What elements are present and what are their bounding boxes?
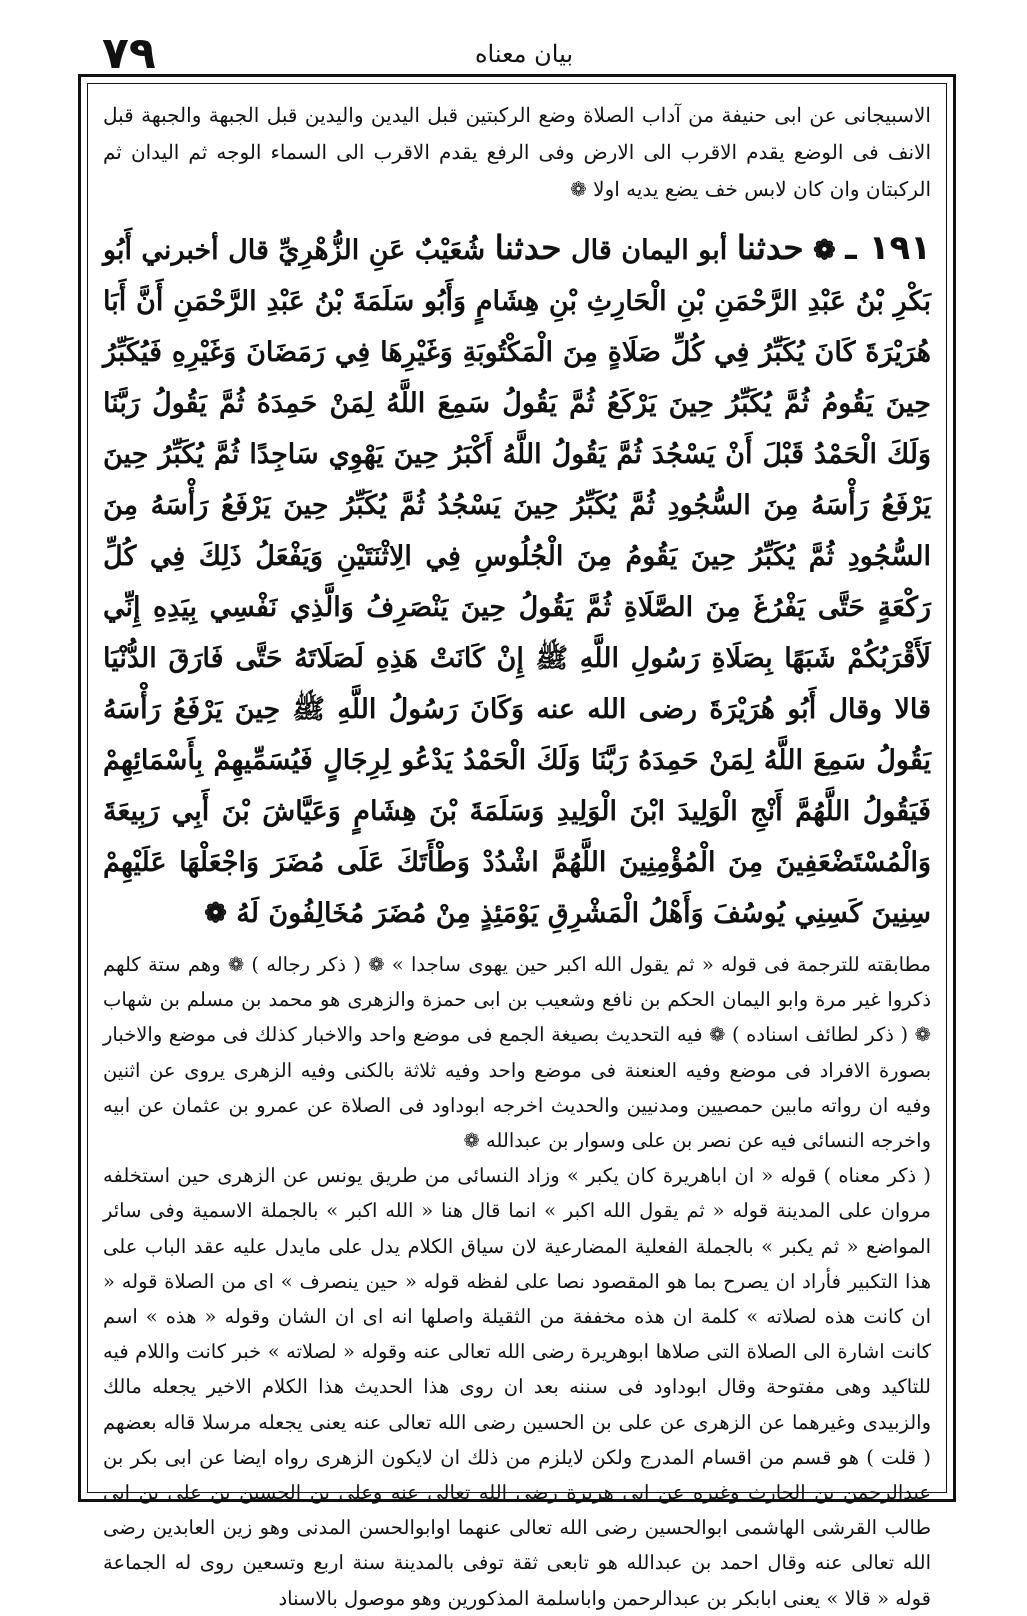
commentary-paragraph: مطابقته للترجمة فى قوله « ثم يقول الله اكبر حين يهوى ساجدا » ❁ ( ذكر رجاله ) ❁ وهم ستة كلهم ذكروا غير مرة وابو اليمان الحكم بن نافع وشعيب بن ابى حمزة والزهرى هو محمد بن مسلم بن شهاب ❁ ( ذكر لطائف اسناده ) ❁ فيه التحديث بصيغة الجمع فى موضع واحد والاخبار كذلك فى موضع والاخبار بصورة الافراد فى موضع وفيه العنعنة فى موضع واحد وفيه ثلاثة بالكنى وفيه الزهرى يروى عن اثنين وفيه ان رواته مابين حمصيين ومدنيين والحديث اخرجه ابوداود فى الصلاة عن عمرو بن عثمان عن ابيه واخرجه النسائى فيه عن نصر بن على وسوار بن عبدالله ❁ [103, 953, 931, 1153]
page-frame [78, 74, 956, 1610]
running-title: بيان معناه [474, 40, 574, 68]
haddathana-word: حدثنا [736, 228, 804, 267]
page-content [103, 97, 931, 1610]
commentary-paragraph: ( ذكر معناه ) قوله « ان اباهريرة كان يكبر » وزاد النسائى من طريق يونس عن الزهرى حين استخلفه مروان على المدينة قوله « ثم يقول الله اكبر » انما قال هنا « الله اكبر » بالجملة الاسمية وفى سائر المواضع « ثم يكبر » بالجملة الفعلية المضارعية لان سياق الكلام يدل على مايدل عليه عقد الباب على هذا التكبير فأراد ان يصرح بما هو المقصود نصا على لفظه قوله « حين ينصرف » اى من الصلاة قوله « ان كانت هذه لصلاته » كلمة ان هذه مخففة من الثقيلة واصلها انه اى ان الشان وقوله « هذه » اسم كانت اشارة الى الصلاة التى صلاها ابوهريرة رضى الله تعالى عنه وقوله « لصلاته » خبر كانت واللام فيه للتاكيد وهى مفتوحة وقال ابوداود فى سننه بعد ان روى هذا الحديث هذا الكلام الاخير يجعله مالك والزبيدى وغيرهما عن الزهرى عن على بن الحسين رضى الله تعالى عنه يعنى يجعله مرسلا قاله بعضهم ( قلت ) هو قسم من اقسام المدرج ولكن لايلزم من ذلك ان لايكون الزهرى رواه ايضا عن ابى بكر بن عبدالرحمن بن الحارث وغيره عن ابى هريرة رضى الله تعالى عنه وعلى بن الحسين بن على بن ابى طالب القرشى الهاشمى ابوالحسين رضى الله تعالى عنهما اوابوالحسن المدنى وهو زين العابدين رضى الله تعالى عنه وقال احمد بن عبدالله هو تابعى ثقة توفى بالمدينة سنة اربع وتسعين روى له الجماعة قوله « قالا » يعنى ابابكر بن عبدالرحمن واباسلمة المذكورين وهو موصول بالاسناد [103, 1164, 931, 1610]
hadith-text: شُعَيْبٌ عَنِ الزُّهْرِيِّ قال أخبرني أَبُو بَكْرِ بْنُ عَبْدِ الرَّحْمَنِ بْنِ الْحَارِثِ بْنِ هِشَامٍ وَأَبُو سَلَمَةَ بْنُ عَبْدِ الرَّحْمَنِ أَنَّ أَبَا هُرَيْرَةَ كَانَ يُكَبِّرُ فِي كُلِّ صَلَاةٍ مِنَ الْمَكْتُوبَةِ وَغَيْرِهَا فِي رَمَضَانَ وَغَيْرِهِ فَيُكَبِّرُ حِينَ يَقُومُ ثُمَّ يُكَبِّرُ حِينَ يَرْكَعُ ثُمَّ يَقُولُ سَمِعَ اللَّهُ لِمَنْ حَمِدَهُ ثُمَّ يَقُولُ رَبَّنَا وَلَكَ الْحَمْدُ قَبْلَ أَنْ يَسْجُدَ ثُمَّ يَقُولُ اللَّهُ أَكْبَرُ حِينَ يَهْوِي سَاجِدًا ثُمَّ يُكَبِّرُ حِينَ يَرْفَعُ رَأْسَهُ مِنَ السُّجُودِ ثُمَّ يُكَبِّرُ حِينَ يَسْجُدُ ثُمَّ يُكَبِّرُ حِينَ يَرْفَعُ رَأْسَهُ مِنَ السُّجُودِ ثُمَّ يُكَبِّرُ حِينَ يَقُومُ مِنَ الْجُلُوسِ فِي الِاثْنَتَيْنِ وَيَفْعَلُ ذَلِكَ فِي كُلِّ رَكْعَةٍ حَتَّى يَفْرُغَ مِنَ الصَّلَاةِ ثُمَّ يَقُولُ حِينَ يَنْصَرِفُ وَالَّذِي نَفْسِي بِيَدِهِ إِنِّي لَأَقْرَبُكُمْ شَبَهًا بِصَلَاةِ رَسُولِ اللَّهِ ﷺ إِنْ كَانَتْ هَذِهِ لَصَلَاتَهُ حَتَّى فَارَقَ الدُّنْيَا قالا وقال أَبُو هُرَيْرَةَ رضى الله عنه وَكَانَ رَسُولُ اللَّهِ ﷺ حِينَ يَرْفَعُ رَأْسَهُ يَقُولُ سَمِعَ اللَّهُ لِمَنْ حَمِدَهُ رَبَّنَا وَلَكَ الْحَمْدُ يَدْعُو لِرِجَالٍ فَيُسَمِّيهِمْ بِأَسْمَائِهِمْ فَيَقُولُ اللَّهُمَّ أَنْجِ الْوَلِيدَ ابْنَ الْوَلِيدِ وَسَلَمَةَ بْنَ هِشَامٍ وَعَيَّاشَ بْنَ أَبِي رَبِيعَةَ وَالْمُسْتَضْعَفِينَ مِنَ الْمُؤْمِنِينَ اللَّهُمَّ اشْدُدْ وَطْأَتَكَ عَلَى مُضَرَ وَاجْعَلْهَا عَلَيْهِمْ سِنِينَ كَسِنِي يُوسُفَ وَأَهْلُ الْمَشْرِقِ يَوْمَئِذٍ مِنْ مُضَرَ مُخَالِفُونَ لَهُ ❁ [103, 235, 931, 929]
haddathana-word: حدثنا [494, 228, 562, 267]
intro-paragraph: الاسبيجانى عن ابى حنيفة من آداب الصلاة وضع الركبتين قبل اليدين واليدين قبل الجبهة والجبهة قبل الانف فى الوضع يقدم الاقرب الى الارض وفى الرفع يقدم الاقرب الى السماء الوجه ثم اليدان ثم الركبتان وان كان لابس خف يضع يديه اولا ❁ [103, 103, 931, 201]
hadith-chain-start: أبو اليمان قال [571, 235, 728, 266]
page-number: ٧٩ [102, 28, 156, 79]
hadith-number: ١٩١ ـ [845, 228, 931, 268]
commentary [103, 947, 931, 1616]
hadith-paragraph: ١٩١ ـ ❁ حدثنا أبو اليمان قال حدثنا شُعَيْبٌ عَنِ الزُّهْرِيِّ قال أخبرني أَبُو بَكْرِ بْنُ عَبْدِ الرَّحْمَنِ بْنِ الْحَارِثِ بْنِ هِشَامٍ وَأَبُو سَلَمَةَ بْنُ عَبْدِ الرَّحْمَنِ أَنَّ أَبَا هُرَيْرَةَ كَانَ يُكَبِّرُ فِي كُلِّ صَلَاةٍ مِنَ الْمَكْتُوبَةِ وَغَيْرِهَا فِي رَمَضَانَ وَغَيْرِهِ فَيُكَبِّرُ حِينَ يَقُومُ ثُمَّ يُكَبِّرُ حِينَ يَرْكَعُ ثُمَّ يَقُولُ سَمِعَ اللَّهُ لِمَنْ حَمِدَهُ ثُمَّ يَقُولُ رَبَّنَا وَلَكَ الْحَمْدُ قَبْلَ أَنْ يَسْجُدَ ثُمَّ يَقُولُ اللَّهُ أَكْبَرُ حِينَ يَهْوِي سَاجِدًا ثُمَّ يُكَبِّرُ حِينَ يَرْفَعُ رَأْسَهُ مِنَ السُّجُودِ ثُمَّ يُكَبِّرُ حِينَ يَسْجُدُ ثُمَّ يُكَبِّرُ حِينَ يَرْفَعُ رَأْسَهُ مِنَ السُّجُودِ ثُمَّ يُكَبِّرُ حِينَ يَقُومُ مِنَ الْجُلُوسِ فِي الِاثْنَتَيْنِ وَيَفْعَلُ ذَلِكَ فِي كُلِّ رَكْعَةٍ حَتَّى يَفْرُغَ مِنَ الصَّلَاةِ ثُمَّ يَقُولُ حِينَ يَنْصَرِفُ وَالَّذِي نَفْسِي بِيَدِهِ إِنِّي لَأَقْرَبُكُمْ شَبَهًا بِصَلَاةِ رَسُولِ اللَّهِ ﷺ إِنْ كَانَتْ هَذِهِ لَصَلَاتَهُ حَتَّى فَارَقَ الدُّنْيَا قالا وقال أَبُو هُرَيْرَةَ رضى الله عنه وَكَانَ رَسُولُ اللَّهِ ﷺ حِينَ يَرْفَعُ رَأْسَهُ يَقُولُ سَمِعَ اللَّهُ لِمَنْ حَمِدَهُ رَبَّنَا وَلَكَ الْحَمْدُ يَدْعُو لِرِجَالٍ فَيُسَمِّيهِمْ بِأَسْمَائِهِمْ فَيَقُولُ اللَّهُمَّ أَنْجِ الْوَلِيدَ ابْنَ الْوَلِيدِ وَسَلَمَةَ بْنَ هِشَامٍ وَعَيَّاشَ بْنَ أَبِي رَبِيعَةَ وَالْمُسْتَضْعَفِينَ مِنَ الْمُؤْمِنِينَ اللَّهُمَّ اشْدُدْ وَطْأَتَكَ عَلَى مُضَرَ وَاجْعَلْهَا عَلَيْهِمْ سِنِينَ كَسِنِي يُوسُفَ وَأَهْلُ الْمَشْرِقِ يَوْمَئِذٍ مِنْ مُضَرَ مُخَالِفُونَ لَهُ ❁ [103, 228, 931, 929]
